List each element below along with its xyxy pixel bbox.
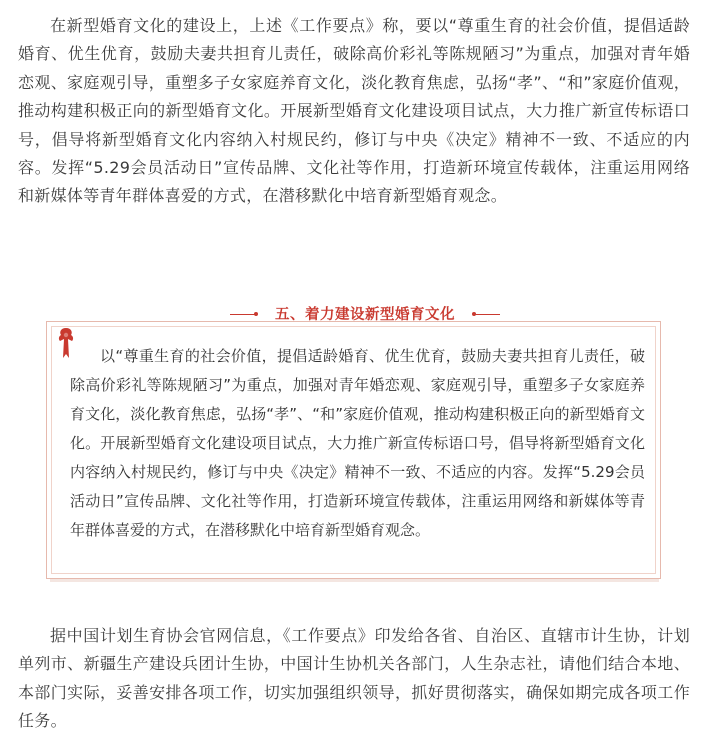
heading-dot-left (254, 312, 258, 316)
heading-line-left (230, 314, 256, 315)
card-body-text: 以“尊重生育的社会价值，提倡适龄婚育、优生优育，鼓励夫妻共担育儿责任，破除高价彩礼等陈规陋习”为重点，加强对青年婚恋观、家庭观引导，重塑多子女家庭养育文化，淡化教育焦虑，弘扬“孝”、“和”家庭价值观，推动构建积极正向的新型婚育文化。开展新型婚育文化建设项目试点，大力推广新宣传标语口号，倡导将新型婚育文化内容纳入村规民约，修订与中央《决定》精神不一致、不适应的内容。发挥“5.29会员活动日”宣传品牌、文化社等作用，打造新环境宣传载体，注重运用网络和新媒体等青年群体喜爱的方式，在潜移默化中培育新型婚育观念。 (70, 347, 645, 539)
intro-paragraph: 在新型婚育文化的建设上，上述《工作要点》称，要以“尊重生育的社会价值，提倡适龄婚育、优生优育，鼓励夫妻共担育儿责任，破除高价彩礼等陈规陋习”为重点，加强对青年婚恋观、家庭观引导，重塑多子女家庭养育文化，淡化教育焦虑，弘扬“孝”、“和”家庭价值观，推动构建积极正向的新型婚育文化。开展新型婚育文化建设项目试点，大力推广新宣传标语口号，倡导将新型婚育文化内容纳入村规民约，修订与中央《决定》精神不一致、不适应的内容。发挥“5.29会员活动日”宣传品牌、文化社等作用，打造新环境宣传载体，注重运用网络和新媒体等青年群体喜爱的方式，在潜移默化中培育新型婚育观念。 (18, 16, 690, 206)
heading-line-right (474, 314, 500, 315)
card-heading (230, 306, 500, 324)
closing-paragraph: 据中国计划生育协会官网信息，《工作要点》印发给各省、自治区、直辖市计生协，计划单列市、新疆生产建设兵团计生协，中国计生协机关各部门，人生杂志社，请他们结合本地、本部门实际，妥善安排各项工作，切实加强组织领导，抓好贯彻落实，确保如期完成各项工作任务。 (18, 626, 690, 731)
card-heading-text: 五、着力建设新型婚育文化 (275, 307, 455, 323)
